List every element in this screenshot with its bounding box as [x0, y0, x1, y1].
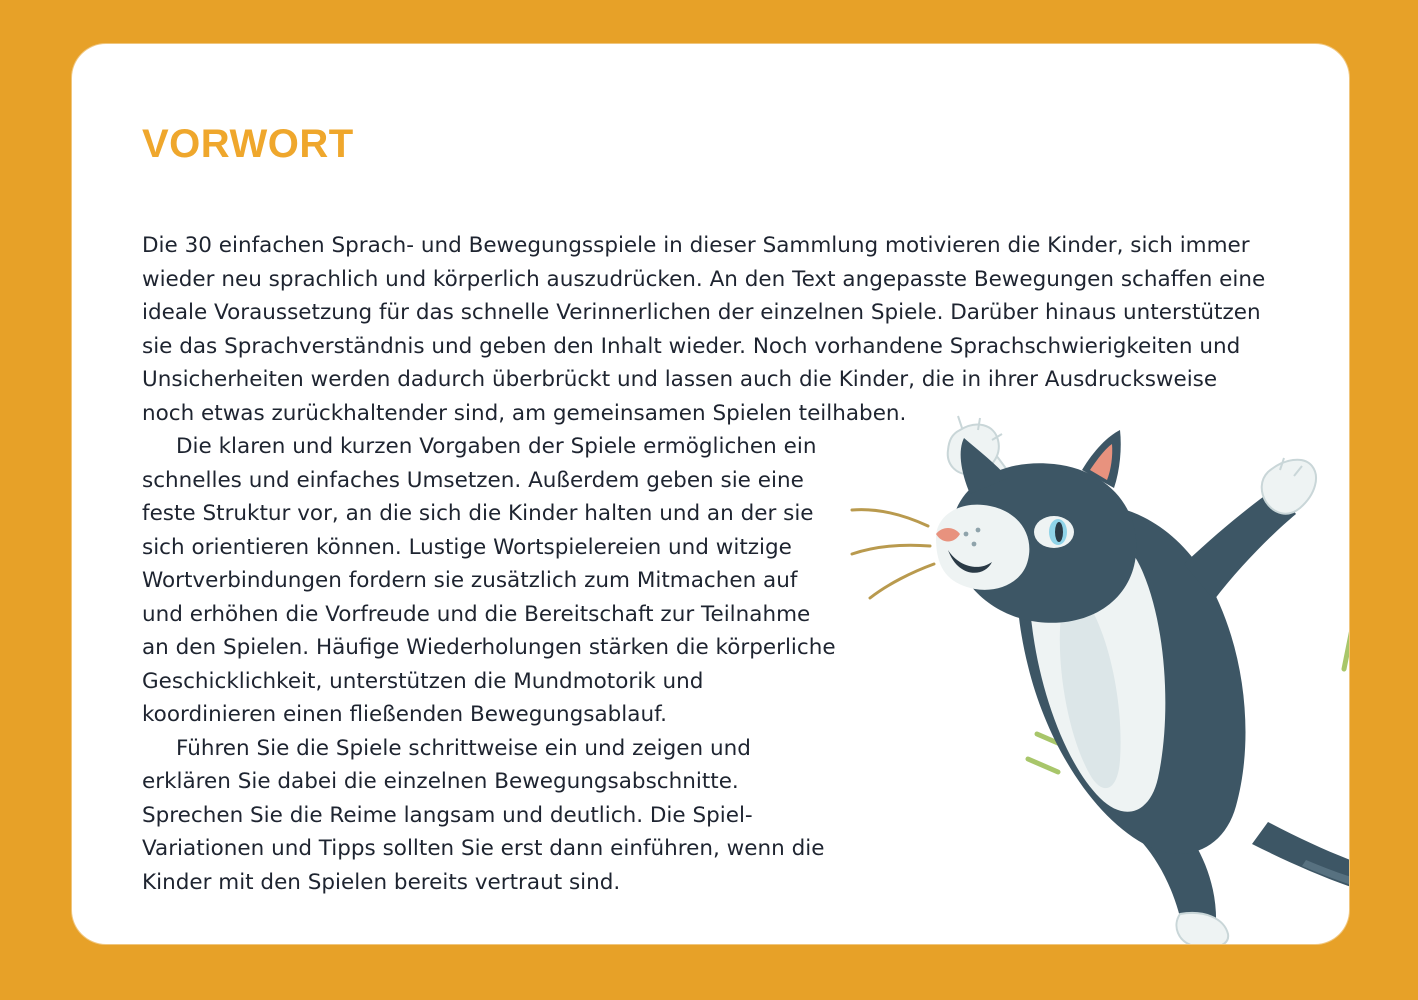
- paragraph-1: Die 30 einfachen Sprach- und Bewegungsspiele in dieser Sammlung motivieren die Kinder, sich immer wieder neu sprachlich und körperlich auszudrücken. An den Text angepasste Bewegungen schaffen eine ideale Voraussetzung für das schnelle Verinnerlichen der einzelnen Spiele. Darüber hinaus unterstützen sie das Sprachverständnis und geben den Inhalt wieder. Noch vorhandene Sprachschwierigkeiten und Unsicherheiten werden dadurch überbrückt und lassen auch die Kinder, die in ihrer Ausdrucksweise noch etwas zurückhaltender sind, am gemeinsamen Spielen teilhaben.: [142, 233, 1266, 426]
- page-title: VORWORT: [142, 122, 354, 166]
- cat-tail-highlight: [1302, 860, 1349, 910]
- cat-back-paw: [1176, 913, 1228, 944]
- body-text: [142, 229, 1272, 899]
- paragraph-2: Die klaren und kurzen Vorgaben der Spiele ermöglichen ein schnelles und einfaches Umsetzen. Außerdem geben sie eine feste Struktur vor, an die sich die Kinder halten und an der sie sich orientieren können. Lustige Wortspielereien und witzige Wortverbindungen fordern sie zusätzlich zum Mitmachen auf und erhöhen die Vorfreude und die Bereitschaft zur Teilnahme an den Spielen. Häufige Wiederholungen stärken die körperliche Geschicklichkeit, unterstützen die Mundmotorik und koordinieren einen fließenden Bewegungsablauf.: [142, 434, 836, 727]
- paragraph-3: Führen Sie die Spiele schrittweise ein und zeigen und erklären Sie dabei die einzelnen Bewegungsabschnitte. Sprechen Sie die Reime langsam und deutlich. Die Spiel-Variationen und Tipps sollten Sie erst dann einführen, wenn die Kinder mit den Spielen bereits vertraut sind.: [142, 735, 825, 895]
- content-card: [72, 44, 1349, 944]
